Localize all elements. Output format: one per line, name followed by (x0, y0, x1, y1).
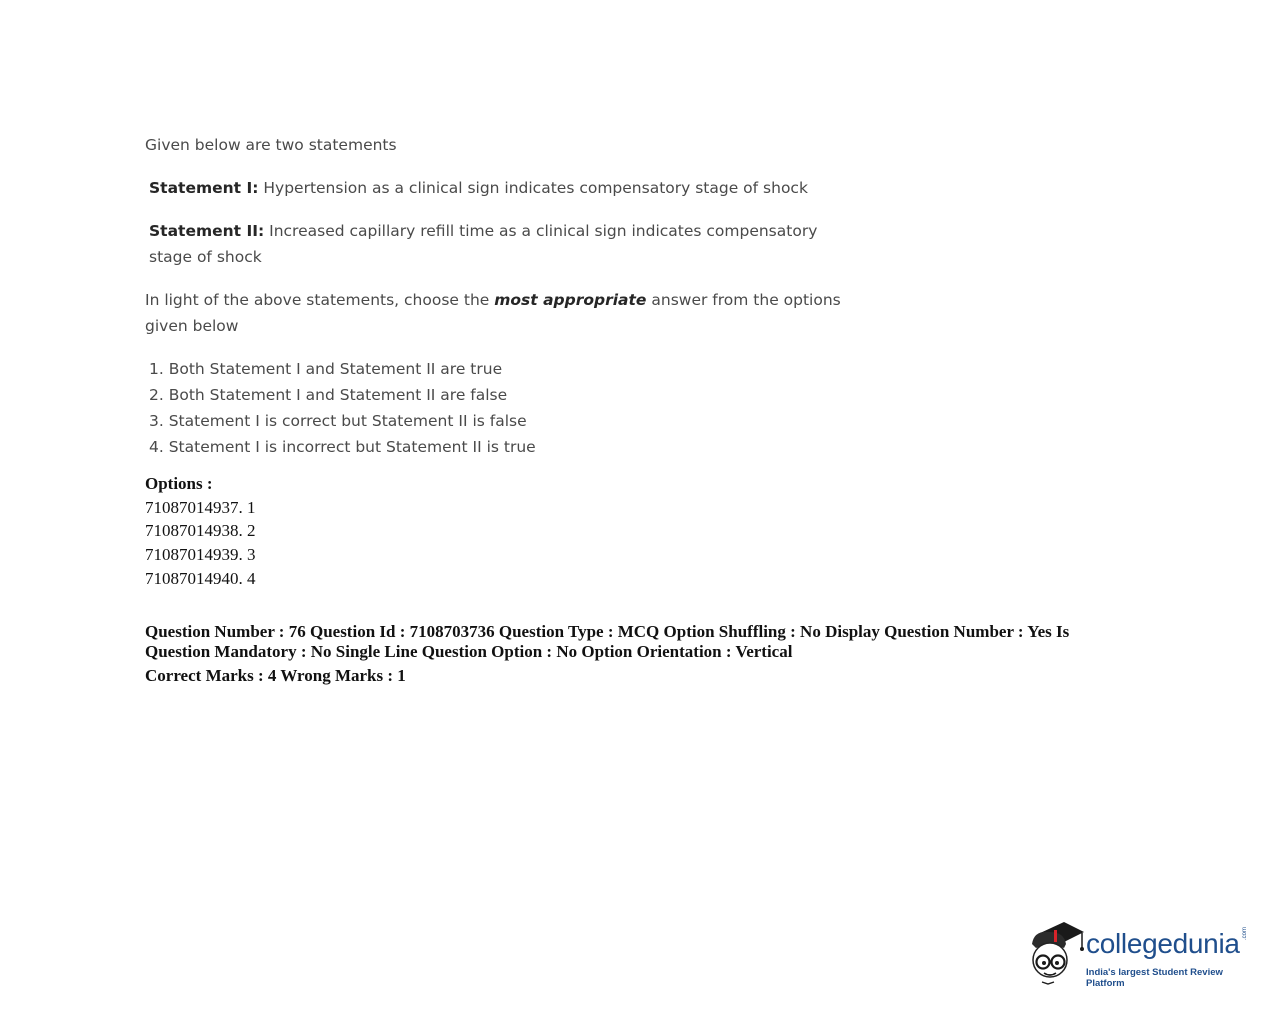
instruction-after: answer from the options given below (145, 291, 841, 335)
instruction-before: In light of the above statements, choose the (145, 291, 495, 309)
statement-2-text: Increased capillary refill time as a clinical sign indicates compensatory stage of shock (149, 222, 818, 266)
mascot-icon (1024, 918, 1086, 988)
choice-item: 1. Both Statement I and Statement II are true (149, 360, 503, 378)
options-block (145, 472, 256, 591)
statement-2 (145, 218, 865, 270)
choice-item: 3. Statement I is correct but Statement II is false (149, 412, 527, 430)
option-item: 71087014937. 1 (145, 497, 256, 517)
statement-1-label: Statement I: (149, 179, 259, 197)
question-instruction (145, 287, 865, 339)
instruction-emphasis: most appropriate (494, 291, 647, 309)
question-block (145, 132, 865, 460)
question-meta (145, 622, 1105, 686)
option-item: 71087014938. 2 (145, 521, 256, 541)
options-heading: Options : (145, 474, 213, 493)
question-intro: Given below are two statements (145, 136, 397, 154)
marks-line: Correct Marks : 4 Wrong Marks : 1 (145, 666, 406, 685)
logo-dotcom: .com (1242, 926, 1248, 940)
option-item: 71087014939. 3 (145, 545, 256, 565)
choice-item: 2. Both Statement I and Statement II are false (149, 386, 508, 404)
logo-tagline: India's largest Student Review Platform (1086, 967, 1223, 989)
statement-2-label: Statement II: (149, 222, 265, 240)
choice-list (145, 356, 865, 460)
collegedunia-logo (1024, 918, 1264, 990)
statement-1-text: Hypertension as a clinical sign indicates compensatory stage of shock (258, 179, 808, 197)
choice-item: 4. Statement I is incorrect but Statement II is true (149, 438, 536, 456)
option-item: 71087014940. 4 (145, 568, 256, 588)
question-meta-line: Question Number : 76 Question Id : 7108703736 Question Type : MCQ Option Shuffling : No Display Question Number : Yes Is Question Mandatory : No Single Line Question Option : No Option Orientation : Vertical (145, 622, 1070, 661)
statement-1 (145, 175, 865, 201)
logo-name: collegedunia (1086, 928, 1240, 959)
